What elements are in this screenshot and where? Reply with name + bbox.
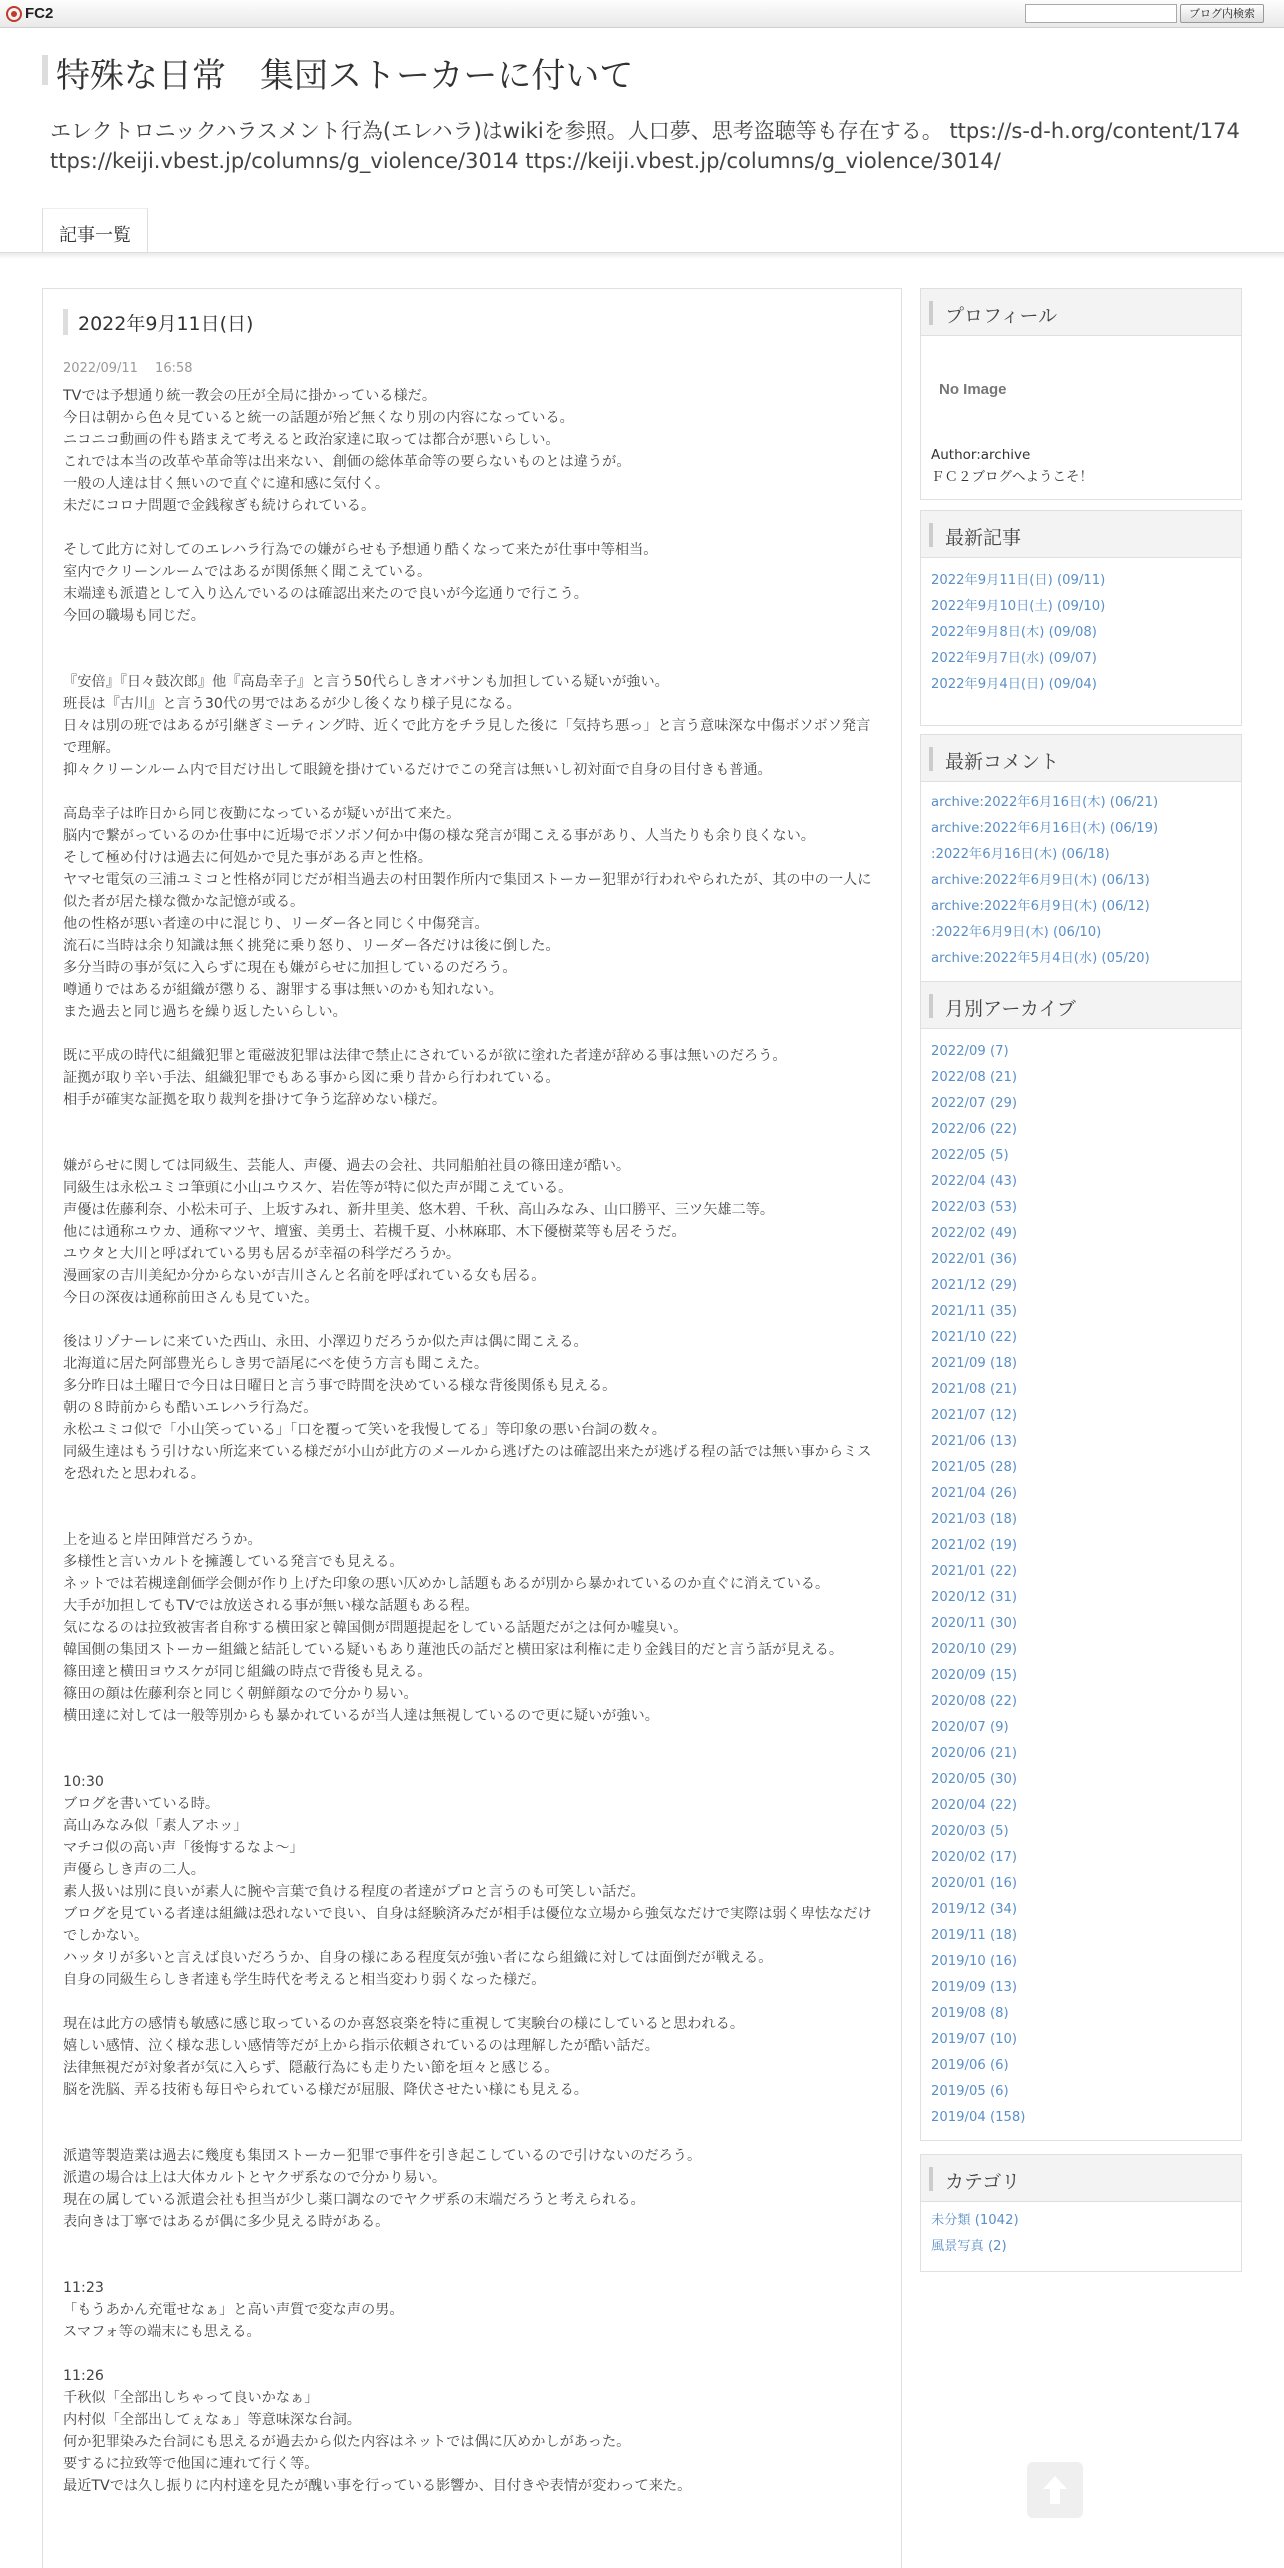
entry-paragraph xyxy=(63,1045,883,1111)
fc2-toolbar xyxy=(0,0,1284,28)
recent-entry-link[interactable]: 2022年9月4日(日) (09/04) xyxy=(931,677,1097,692)
archive-link[interactable]: 2021/06 (13) xyxy=(931,1434,1018,1449)
archive-link[interactable]: 2019/06 (6) xyxy=(931,2058,1009,2073)
archive-link[interactable]: 2020/06 (21) xyxy=(931,1746,1018,1761)
entry-line: 素人扱いは別に良いが素人に腕や言葉で負ける程度の者達がプロと言うのも可笑しい話だ。 xyxy=(63,1884,645,1900)
header-shadow xyxy=(0,253,1284,259)
entry-line: 漫画家の吉川美紀か分からないが吉川さんと名前を呼ばれている女も居る。 xyxy=(63,1268,546,1284)
archive-link[interactable]: 2021/02 (19) xyxy=(931,1538,1018,1553)
entry-line: これでは本当の改革や革命等は出来ない、創価の総体革命等の要らないものとは違うが。 xyxy=(63,454,631,470)
entry-line: スマフォ等の端末にも思える。 xyxy=(63,2324,261,2340)
entry-line: ブログを見ている者達は組織は恐れないで良い、自身は経験済みだが相手は優位な立場から強気なだけで実際は弱く卑怯なだけでしかない。 xyxy=(63,1906,872,1944)
entry-line: 声優は佐藤利奈、小松未可子、上坂すみれ、新井里美、悠木碧、千秋、高山みなみ、山口勝平、三ツ矢雄二等。 xyxy=(63,1202,775,1218)
recent-comment-link[interactable]: archive:2022年6月16日(木) (06/19) xyxy=(931,821,1159,836)
archive-link[interactable]: 2020/12 (31) xyxy=(931,1590,1018,1605)
entry-title[interactable]: 2022年9月11日(日) xyxy=(78,313,254,335)
recent-comment-link[interactable]: :2022年6月9日(木) (06/10) xyxy=(931,925,1102,940)
entry-line: 高山みなみ似「素人アホッ」 xyxy=(63,1818,248,1834)
entry-line: 噂通りではあるが組織が懲りる、謝罪する事は無いのかも知れない。 xyxy=(63,982,503,998)
entry-line: ハッタリが多いと言えば良いだろうか、自身の様にある程度気が強い者になら組織に対しては面倒だが戦える。 xyxy=(63,1950,773,1966)
entry-line: 気になるのは拉致被害者自称する横田家と韓国側が問題提起をしている話題だが之は何か嘘臭い。 xyxy=(63,1620,688,1636)
entry-line: 今日の深夜は通称前田さんも見ていた。 xyxy=(63,1290,319,1306)
entry-line: 朝の８時前からも酷いエレハラ行為だ。 xyxy=(63,1400,318,1416)
archive-link[interactable]: 2021/08 (21) xyxy=(931,1382,1018,1397)
archive-link[interactable]: 2021/12 (29) xyxy=(931,1278,1018,1293)
entry-line: 既に平成の時代に組織犯罪と電磁波犯罪は法律で禁止にされているが欲に塗れた者達が辞める事は無いのだろう。 xyxy=(63,1048,787,1064)
entry-line: 大手が加担してもTVでは放送される事が無い様な話題もある程。 xyxy=(63,1598,479,1614)
entry-line: 北海道に居た阿部豊光らしき男で語尾にべを使う方言も聞こえた。 xyxy=(63,1356,489,1372)
entry-line: 多様性と言いカルトを擁護している発言でも見える。 xyxy=(63,1554,404,1570)
entry-line: 派遣等製造業は過去に幾度も集団ストーカー犯罪で事件を引き起こしているので引けないのだろう。 xyxy=(63,2148,702,2164)
entry-line: ユウタと大川と呼ばれている男も居るが幸福の科学だろうか。 xyxy=(63,1246,461,1262)
entry-line: 多分当時の事が気に入らずに現在も嫌がらせに加担しているのだろう。 xyxy=(63,960,517,976)
archive-link[interactable]: 2019/08 (8) xyxy=(931,2006,1009,2021)
archive-link[interactable]: 2022/09 (7) xyxy=(931,1044,1009,1059)
entry-line: 抑々クリーンルーム内で目だけ出して眼鏡を掛けているだけでこの発言は無いし初対面で自身の目付きも普通。 xyxy=(63,762,772,778)
archive-link[interactable]: 2019/07 (10) xyxy=(931,2032,1018,2047)
archives-heading: 月別アーカイブ xyxy=(920,981,1242,1029)
entry-line: 脳を洗脳、弄る技術も毎日やられている様だが屈服、降伏させたい様にも見える。 xyxy=(63,2082,588,2098)
nav-item-entry-list[interactable]: 記事一覧 xyxy=(42,208,148,253)
arrow-up-icon xyxy=(1037,2472,1073,2508)
entry-line: そして極め付けは過去に何処かで見た事がある声と性格。 xyxy=(63,850,432,866)
archive-link[interactable]: 2020/05 (30) xyxy=(931,1772,1018,1787)
entry-body xyxy=(63,385,883,2519)
archive-link[interactable]: 2021/07 (12) xyxy=(931,1408,1018,1423)
title-accent-bar xyxy=(42,55,48,85)
site-title[interactable]: 特殊な日常 集団ストーカーに付いて xyxy=(56,56,634,96)
entry-line: 上を辿ると岸田陣営だろうか。 xyxy=(63,1532,262,1548)
entry-paragraph xyxy=(63,2365,883,2497)
entry-line: 現在は此方の感情も敏感に感じ取っているのか喜怒哀楽を特に重視して実験台の様にしていると思われる。 xyxy=(63,2016,745,2032)
entry-line: 嫌がらせに関しては同級生、芸能人、声優、過去の会社、共同船舶社員の篠田達が酷い。 xyxy=(63,1158,631,1174)
entry-line: 脳内で繋がっているのか仕事中に近場でボソボソ何か中傷の様な発言が聞こえる事があり、人当たりも余り良くない。 xyxy=(63,828,815,844)
entry-line: 日々は別の班ではあるが引継ぎミーティング時、近くで此方をチラ見した後に「気持ち悪っ」と言う意味深な中傷ボソボソ発言で理解。 xyxy=(63,718,871,756)
entry-line: 「もうあかん充電せなぁ」と高い声質で変な声の男。 xyxy=(63,2302,404,2318)
entry-line: 高島幸子は昨日から同じ夜勤になっているが疑いが出て来た。 xyxy=(63,806,461,822)
profile-welcome: ＦＣ２ブログへようこそ！ xyxy=(931,469,1093,485)
categories-heading: カテゴリ xyxy=(920,2154,1242,2202)
scroll-to-top-button[interactable] xyxy=(1027,2462,1083,2518)
entry-line: 『安倍』『日々鼓次郎』他『高島幸子』と言う50代らしきオバサンも加担している疑いが強い。 xyxy=(63,674,669,690)
blog-search-button[interactable]: ブログ内検索 xyxy=(1180,4,1264,23)
blog-search-input[interactable] xyxy=(1025,4,1177,23)
archive-link[interactable]: 2020/04 (22) xyxy=(931,1798,1018,1813)
entry-paragraph xyxy=(63,671,883,781)
archive-link[interactable]: 2022/03 (53) xyxy=(931,1200,1018,1215)
entry-line: 流石に当時は余り知識は無く挑発に乗り怒り、リーダー各だけは後に倒した。 xyxy=(63,938,560,954)
category-link[interactable]: 未分類 (1042) xyxy=(931,2213,1019,2228)
archive-link[interactable]: 2021/04 (26) xyxy=(931,1486,1018,1501)
entry-line: ニコニコ動画の件も踏まえて考えると政治家達に取っては都合が悪いらしい。 xyxy=(63,432,560,448)
recent-entries-widget xyxy=(920,558,1242,726)
profile-text xyxy=(931,444,1093,488)
recent-comment-link[interactable]: archive:2022年6月9日(木) (06/12) xyxy=(931,899,1150,914)
archive-link[interactable]: 2021/10 (22) xyxy=(931,1330,1018,1345)
profile-author: Author:archive xyxy=(931,447,1031,463)
entry-line: 嬉しい感情、泣く様な悲しい感情等だが上から指示依頼されているのは理解したが酷い話だ。 xyxy=(63,2038,659,2054)
archive-link[interactable]: 2020/01 (16) xyxy=(931,1876,1018,1891)
entry-paragraph xyxy=(63,1331,883,1485)
entry-line: 何か犯罪染みた台詞にも思えるが過去から似た内容はネットでは偶に仄めかしがあった。 xyxy=(63,2434,631,2450)
archive-link[interactable]: 2019/12 (34) xyxy=(931,1902,1018,1917)
global-nav xyxy=(42,208,1242,253)
entry-paragraph xyxy=(63,2145,883,2233)
archive-link[interactable]: 2022/07 (29) xyxy=(931,1096,1018,1111)
entry-line: 自身の同級生らしき者達も学生時代を考えると相当変わり弱くなった様だ。 xyxy=(63,1972,546,1988)
entry-line: 千秋似「全部出しちゃって良いかなぁ」 xyxy=(63,2390,319,2406)
entry-line: 派遣の場合は上は大体カルトとヤクザ系なので分かり易い。 xyxy=(63,2170,447,2186)
entry-line: 証拠が取り辛い手法、組織犯罪でもある事から図に乗り昔から行われている。 xyxy=(63,1070,560,1086)
recent-entries-heading: 最新記事 xyxy=(920,510,1242,558)
archive-link[interactable]: 2021/03 (18) xyxy=(931,1512,1018,1527)
entry-line: 今回の職場も同じだ。 xyxy=(63,608,205,624)
entry-line: 未だにコロナ問題で金銭稼ぎも続けられている。 xyxy=(63,498,376,514)
entry-line: 後はリゾナーレに来ていた西山、永田、小澤辺りだろうか似た声は偶に聞こえる。 xyxy=(63,1334,588,1350)
recent-comments-heading: 最新コメント xyxy=(920,734,1242,782)
entry-line: TVでは予想通り統一教会の圧が全局に掛かっている様だ。 xyxy=(63,388,437,404)
entry-line: 韓国側の集団ストーカー組織と結託している疑いもあり蓮池氏の話だと横田家は利権に走り金銭目的だと言う話が見える。 xyxy=(63,1642,844,1658)
main-column xyxy=(42,288,902,2568)
entry-paragraph xyxy=(63,1771,883,1991)
entry-line: 篠田の顔は佐藤利奈と同じく朝鮮顔なので分かり易い。 xyxy=(63,1686,418,1702)
archive-link[interactable]: 2022/06 (22) xyxy=(931,1122,1018,1137)
profile-no-image: No Image xyxy=(939,381,1007,398)
recent-comment-link[interactable]: archive:2022年6月9日(木) (06/13) xyxy=(931,873,1150,888)
entry-paragraph xyxy=(63,2277,883,2343)
entry-title-accent xyxy=(63,309,68,335)
entry-line: 永松ユミコ似で「小山笑っている」「口を覆って笑いを我慢してる」等印象の悪い台詞の数々。 xyxy=(63,1422,666,1438)
entry-line: マチコ似の高い声「後悔するなよ～」 xyxy=(63,1840,304,1856)
recent-comment-link[interactable]: archive:2022年5月4日(水) (05/20) xyxy=(931,951,1150,966)
profile-heading: プロフィール xyxy=(920,288,1242,336)
entry-line: 室内でクリーンルームではあるが関係無く聞こえている。 xyxy=(63,564,432,580)
entry-line: そして此方に対してのエレハラ行為での嫌がらせも予想通り酷くなって来たが仕事中等相当。 xyxy=(63,542,658,558)
recent-entry-link[interactable]: 2022年9月11日(日) (09/11) xyxy=(931,573,1106,588)
archive-link[interactable]: 2019/04 (158) xyxy=(931,2110,1026,2125)
entry-paragraph xyxy=(63,1529,883,1727)
entry-line: 表向きは丁寧ではあるが偶に多少見える時がある。 xyxy=(63,2214,390,2230)
archive-link[interactable]: 2020/11 (30) xyxy=(931,1616,1018,1631)
entry-line: 10:30 xyxy=(63,1774,104,1790)
entry-paragraph xyxy=(63,803,883,1023)
entry-line: 班長は『古川』と言う30代の男ではあるが少し後くなり様子見になる。 xyxy=(63,696,521,712)
entry-line: 同級生は永松ユミコ筆頭に小山ユウスケ、岩佐等が特に似た声が聞こえている。 xyxy=(63,1180,573,1196)
archive-link[interactable]: 2022/04 (43) xyxy=(931,1174,1018,1189)
entry-line: ネットでは若槻達創価学会側が作り上げた印象の悪い仄めかし話題もあるが別から暴かれているのか直ぐに消えている。 xyxy=(63,1576,830,1592)
archive-link[interactable]: 2019/05 (6) xyxy=(931,2084,1009,2099)
entry-line: 11:23 xyxy=(63,2280,104,2296)
entry-line: 法律無視だが対象者が気に入らず、隠蔽行為にも走りたい節を垣々と感じる。 xyxy=(63,2060,559,2076)
entry-line: 多分昨日は土曜日で今日は日曜日と言う事で時間を決めている様な背後関係も見える。 xyxy=(63,1378,617,1394)
archives-list xyxy=(931,1039,1025,2131)
archive-link[interactable]: 2020/03 (5) xyxy=(931,1824,1009,1839)
entry-line: 11:26 xyxy=(63,2368,104,2384)
entry-line: 末端達も派遣として入り込んでいるのは確認出来たので良いが今迄通りで行こう。 xyxy=(63,586,588,602)
entry-line: 現在の属している派遣会社も担当が少し薬口調なのでヤクザ系の末端だろうと考えられる。 xyxy=(63,2192,645,2208)
entry-paragraph xyxy=(63,1155,883,1309)
entry-line: また過去と同じ過ちを繰り返したいらしい。 xyxy=(63,1004,347,1020)
entry-line: ブログを書いている時。 xyxy=(63,1796,220,1812)
recent-comments-widget xyxy=(920,782,1242,982)
archive-link[interactable]: 2022/08 (21) xyxy=(931,1070,1018,1085)
recent-entry-link[interactable]: 2022年9月7日(水) (09/07) xyxy=(931,651,1097,666)
archive-link[interactable]: 2022/01 (36) xyxy=(931,1252,1018,1267)
entry-date: 2022/09/11 16:58 xyxy=(63,361,193,376)
archive-link[interactable]: 2020/02 (17) xyxy=(931,1850,1018,1865)
entry-line: 同級生達はもう引けない所迄来ている様だが小山が此方のメールから逃げたのは確認出来たが逃げる程の話では無い事からミスを恐れたと思われる。 xyxy=(63,1444,872,1482)
entry-line: 他の性格が悪い者達の中に混じり、リーダー各と同じく中傷発言。 xyxy=(63,916,489,932)
entry-line: 最近TVでは久し振りに内村達を見たが醜い事を行っている影響か、目付きや表情が変わって来た。 xyxy=(63,2478,692,2494)
archive-link[interactable]: 2021/05 (28) xyxy=(931,1460,1018,1475)
categories-list xyxy=(931,2208,1019,2260)
recent-comment-link[interactable]: :2022年6月16日(木) (06/18) xyxy=(931,847,1110,862)
entry-line: 声優らしき声の二人。 xyxy=(63,1862,205,1878)
recent-entries-list xyxy=(931,568,1105,698)
entry-line: 要するに拉致等で他国に連れて行く等。 xyxy=(63,2456,319,2472)
archive-link[interactable]: 2019/09 (13) xyxy=(931,1980,1018,1995)
archive-link[interactable]: 2020/08 (22) xyxy=(931,1694,1018,1709)
entry-line: 篠田達と横田ヨウスケが同じ組織の時点で背後も見える。 xyxy=(63,1664,432,1680)
entry-line: 内村似「全部出してぇなぁ」等意味深な台詞。 xyxy=(63,2412,361,2428)
archive-link[interactable]: 2022/05 (5) xyxy=(931,1148,1009,1163)
archive-link[interactable]: 2020/07 (9) xyxy=(931,1720,1009,1735)
category-link[interactable]: 風景写真 (2) xyxy=(931,2239,1007,2254)
archive-link[interactable]: 2021/09 (18) xyxy=(931,1356,1018,1371)
site-description: エレクトロニックハラスメント行為(エレハラ)はwikiを参照。人口夢、思考盗聴等も存在する。 ttps://s-d-h.org/content/174 ttps://keiji.vbest.jp/columns/g_violence/3014 ttps://keiji.vbest.jp/columns/g_violence/3014/ xyxy=(50,119,1240,173)
entry-paragraph xyxy=(63,2013,883,2101)
entry-line: 横田達に対しては一般等別からも暴かれているが当人達は無視しているので更に疑いが強い。 xyxy=(63,1708,659,1724)
entry-paragraph xyxy=(63,385,883,517)
archives-widget xyxy=(920,1029,1242,2141)
recent-entry-link[interactable]: 2022年9月8日(木) (09/08) xyxy=(931,625,1097,640)
recent-entry-link[interactable]: 2022年9月10日(土) (09/10) xyxy=(931,599,1106,614)
entry-line: 相手が確実な証拠を取り裁判を掛けて争う迄辞めない様だ。 xyxy=(63,1092,447,1108)
profile-widget xyxy=(920,336,1242,500)
entry-line: 一般の人達は甘く無いので直ぐに違和感に気付く。 xyxy=(63,476,390,492)
archive-link[interactable]: 2022/02 (49) xyxy=(931,1226,1018,1241)
archive-link[interactable]: 2021/11 (35) xyxy=(931,1304,1018,1319)
entry-line: 他には通称ユウカ、通称マツヤ、壇蜜、美勇士、若槻千夏、小林麻耶、木下優樹菜等も居そうだ。 xyxy=(63,1224,686,1240)
archive-link[interactable]: 2019/11 (18) xyxy=(931,1928,1018,1943)
fc2-logo-icon xyxy=(6,6,22,22)
archive-link[interactable]: 2020/09 (15) xyxy=(931,1668,1018,1683)
recent-comment-link[interactable]: archive:2022年6月16日(木) (06/21) xyxy=(931,795,1159,810)
archive-link[interactable]: 2019/10 (16) xyxy=(931,1954,1018,1969)
entry-line: 今日は朝から色々見ていると統一の話題が殆ど無くなり別の内容になっている。 xyxy=(63,410,574,426)
archive-link[interactable]: 2020/10 (29) xyxy=(931,1642,1018,1657)
recent-comments-list xyxy=(931,790,1158,972)
entry-paragraph xyxy=(63,539,883,627)
fc2-logo[interactable]: FC2 xyxy=(6,5,53,22)
entry-line: ヤマセ電気の三浦ユミコと性格が同じだが相当過去の村田製作所内で集団ストーカー犯罪が行われやられたが、其の中の一人に似た者が居た様な微かな記憶が或る。 xyxy=(63,872,872,910)
archive-link[interactable]: 2021/01 (22) xyxy=(931,1564,1018,1579)
categories-widget xyxy=(920,2202,1242,2272)
